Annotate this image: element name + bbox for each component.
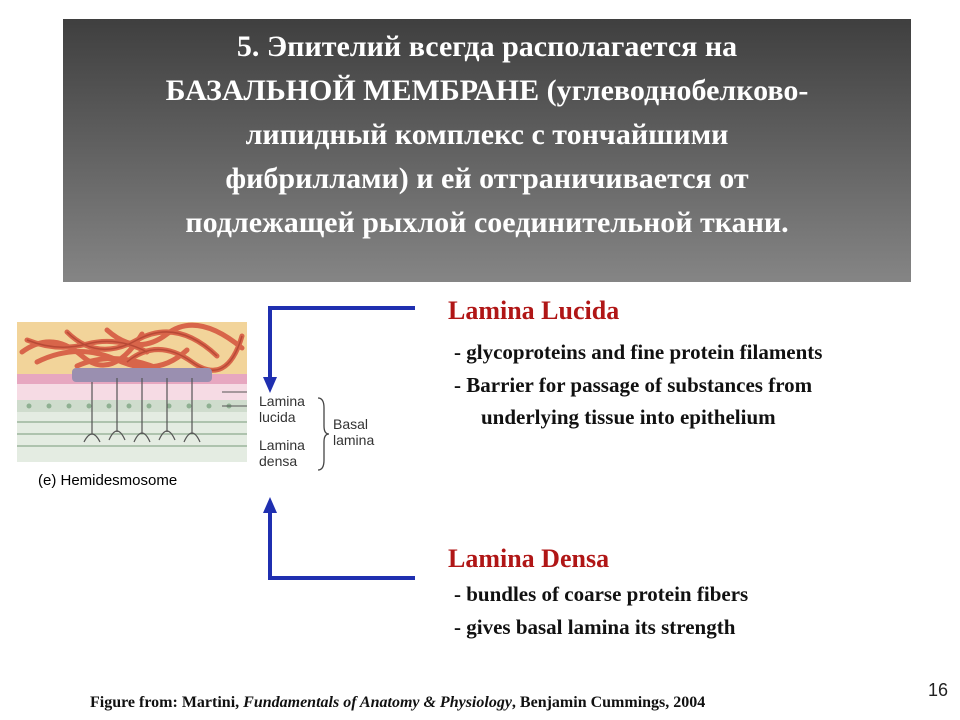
citation-book-title: Fundamentals of Anatomy & Physiology <box>243 694 512 711</box>
label-lamina-lucida-line2: lucida <box>259 409 296 425</box>
hemidesmosome-illustration <box>17 322 247 467</box>
lamina-lucida-bullet-1: - glycoproteins and fine protein filaments <box>454 340 823 364</box>
title-line-4: фибриллами) и ей отграничивается от <box>225 162 749 195</box>
figure-source-citation <box>90 694 705 712</box>
page-number: 16 <box>928 680 949 700</box>
label-lamina-densa-line2: densa <box>259 453 298 469</box>
connector-arrows <box>255 295 425 590</box>
lamina-lucida-bullet-2: - Barrier for passage of substances from <box>454 373 813 397</box>
arrow-down-icon <box>263 377 277 393</box>
title-banner <box>63 19 911 282</box>
lamina-lucida-heading: Lamina Lucida <box>448 296 620 325</box>
lamina-densa-heading: Lamina Densa <box>448 544 610 573</box>
title-line-3: липидный комплекс с тончайшими <box>245 118 729 151</box>
title-line-1: 5. Эпителий всегда располагается на <box>236 30 738 63</box>
citation-prefix: Figure from: Martini, <box>90 694 244 711</box>
figure-caption: (e) Hemidesmosome <box>38 472 178 489</box>
lamina-densa-bullet-1: - bundles of coarse protein fibers <box>454 582 749 606</box>
title-line-5: подлежащей рыхлой соединительной ткани. <box>185 206 789 239</box>
lamina-lucida-bullet-3: underlying tissue into epithelium <box>481 405 776 429</box>
label-basal-line2: lamina <box>333 432 375 448</box>
label-lamina-densa-line1: Lamina <box>259 437 305 453</box>
label-lamina-lucida-line1: Lamina <box>259 393 305 409</box>
label-basal-line1: Basal <box>333 416 369 432</box>
citation-suffix: , Benjamin Cummings, 2004 <box>511 694 706 711</box>
title-line-2: БАЗАЛЬНОЙ МЕМБРАНЕ (углеводнобелково- <box>165 74 809 107</box>
arrow-up-icon <box>263 497 277 513</box>
lamina-densa-bullet-2: - gives basal lamina its strength <box>454 615 736 639</box>
